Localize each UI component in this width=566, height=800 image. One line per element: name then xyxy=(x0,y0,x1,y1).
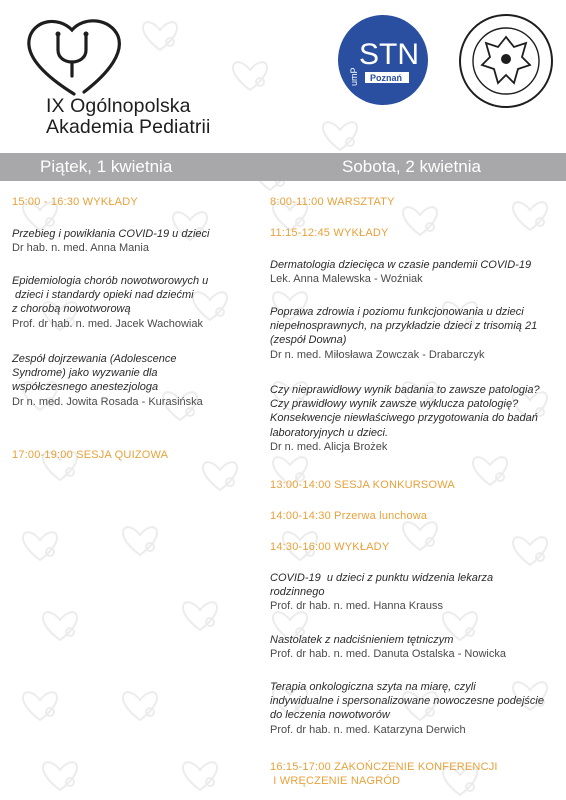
talk-dermatology xyxy=(270,258,531,286)
talk-title-line1: Czy nieprawidłowy wynik badania to zawsze patologia? xyxy=(270,384,540,396)
talk-hypertension xyxy=(270,633,506,661)
stn-logo xyxy=(337,14,429,106)
slot-workshops: 8:00-11:00 WARSZTATY xyxy=(270,196,395,208)
talk-title-line3: z chorobą nowotworową xyxy=(12,303,131,316)
talk-title-line2: Czy prawidłowy wynik zawsze wyklucza patologię? xyxy=(270,398,519,411)
talk-title-line4: laboratoryjnych u dzieci. xyxy=(270,426,389,439)
talk-speaker: Dr n. med. Miłosława Zowczak - Drabarczyk xyxy=(270,348,485,361)
talk-title-line3: (zespół Downa) xyxy=(270,334,347,347)
talk-title-line2: rodzinnego xyxy=(270,586,325,599)
slot-quiz: 17:00-19:00 SESJA QUIZOWA xyxy=(12,449,169,461)
talk-oncology xyxy=(12,274,208,331)
talk-title-line2: dzieci i standardy opieki nad dziećmi xyxy=(12,289,194,302)
talk-speaker: Prof. dr hab. n. med. Danuta Ostalska - Nowicka xyxy=(270,648,506,661)
talk-speaker: Prof. dr hab. n. med. Katarzyna Derwich xyxy=(270,723,466,736)
talk-speaker: Dr n. med. Jowita Rosada - Kurasińska xyxy=(12,395,203,408)
day-saturday: Sobota, 2 kwietnia xyxy=(342,157,481,176)
talk-speaker: Dr n. med. Alicja Brożek xyxy=(270,440,388,453)
talk-title: Dermatologia dziecięca w czasie pandemii COVID-19 xyxy=(270,259,532,271)
talk-covid-family xyxy=(270,571,493,614)
slot-lectures-afternoon: 14:30-16:00 WYKŁADY xyxy=(270,541,390,553)
talk-title-line2: indywidualne i spersonalizowane nowoczesne podejście xyxy=(270,695,544,708)
talk-title-line1: Terapia onkologiczna szyta na miarę, czyli xyxy=(270,681,476,693)
talk-title-line1: Poprawa zdrowia i poziomu funkcjonowania u dzieci xyxy=(270,306,524,318)
slot-closing-line1: 16:15-17:00 ZAKOŃCZENIE KONFERENCJI xyxy=(270,761,498,773)
talk-title-line2: niepełnosprawnych, na przykładzie dzieci z trisomią 21 xyxy=(270,320,538,333)
talk-title: Nastolatek z nadciśnieniem tętniczym xyxy=(270,634,454,646)
stn-logo-city: Poznań xyxy=(370,73,403,83)
stn-logo-ump: umP xyxy=(349,67,359,86)
talk-lab-results xyxy=(270,383,540,454)
talk-adolescence xyxy=(12,352,203,409)
talk-title-line3: Konsekwencje niewłaściwego przygotowania do badań xyxy=(270,412,538,425)
talk-title-line1: COVID-19 u dzieci z punktu widzenia lekarza xyxy=(270,572,494,584)
title-line2: Akademia Pediatrii xyxy=(46,116,211,138)
header xyxy=(0,0,566,152)
talk-title-line3: współczesnego anestezjologa xyxy=(12,381,159,394)
talk-speaker: Dr hab. n. med. Anna Mania xyxy=(12,242,149,255)
talk-covid xyxy=(12,227,209,255)
talk-trisomy xyxy=(270,305,537,362)
talk-title-line1: Epidemiologia chorób nowotworowych u xyxy=(12,275,209,287)
talk-speaker: Lek. Anna Malewska - Woźniak xyxy=(270,273,423,286)
day-header-bar xyxy=(0,153,566,181)
slot-closing xyxy=(270,760,498,788)
heart-stethoscope-logo xyxy=(22,14,132,102)
talk-speaker: Prof. dr hab. n. med. Hanna Krauss xyxy=(270,600,444,613)
conference-title xyxy=(46,96,210,138)
day-friday: Piątek, 1 kwietnia xyxy=(40,157,173,176)
university-seal xyxy=(458,13,554,109)
slot-lectures: 15:00 - 16:30 WYKŁADY xyxy=(12,196,138,208)
title-line1: IX Ogólnopolska xyxy=(46,95,191,117)
talk-oncology-therapy xyxy=(270,680,544,737)
talk-title-line1: Zespół dojrzewania (Adolescence xyxy=(12,353,177,365)
talk-title: Przebieg i powikłania COVID-19 u dzieci xyxy=(12,228,210,240)
talk-title-line3: do leczenia nowotworów xyxy=(270,709,390,722)
slot-closing-line2: I WRĘCZENIE NAGRÓD xyxy=(270,775,401,788)
talk-title-line2: Syndrome) jako wyzwanie dla xyxy=(12,367,158,380)
slot-lectures-morning: 11:15-12:45 WYKŁADY xyxy=(270,227,389,239)
talk-speaker: Prof. dr hab. n. med. Jacek Wachowiak xyxy=(12,317,203,330)
slot-lunch: 14:00-14:30 Przerwa lunchowa xyxy=(270,510,428,522)
stn-logo-text: STN xyxy=(359,38,419,71)
slot-competition: 13:00-14:00 SESJA KONKURSOWA xyxy=(270,479,455,491)
